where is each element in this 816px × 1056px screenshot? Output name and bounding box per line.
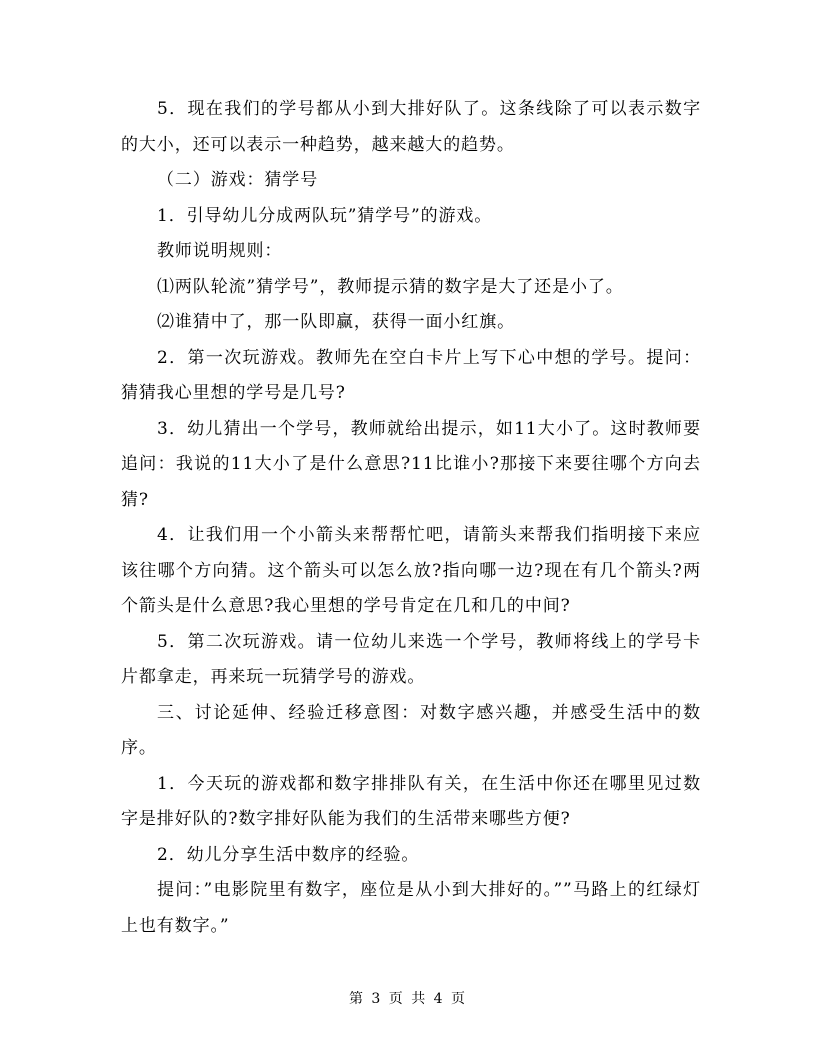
paragraph-discussion-1: 1．今天玩的游戏都和数字排排队有关，在生活中你还在哪里见过数字是排好队的?数字排好队能为我们的生活带来哪些方便? bbox=[121, 773, 701, 829]
paragraph-game-step-5: 5．第二次玩游戏。请一位幼儿来选一个学号，教师将线上的学号卡片都拿走，再来玩一玩猜学号的游戏。 bbox=[121, 631, 701, 687]
paragraph-point-5-number-line: 5．现在我们的学号都从小到大排好队了。这条线除了可以表示数字的大小，还可以表示一种趋势，越来越大的趋势。 bbox=[121, 99, 701, 155]
paragraph-game-step-1: 1．引导幼儿分成两队玩”猜学号”的游戏。 bbox=[157, 205, 493, 226]
paragraph-rule-1: ⑴两队轮流”猜学号”，教师提示猜的数字是大了还是小了。 bbox=[157, 276, 624, 297]
paragraph-discussion-2: 2．幼儿分享生活中数序的经验。 bbox=[157, 844, 420, 865]
section-heading-discussion: 三、讨论延伸、经验迁移意图：对数字感兴趣，并感受生活中的数序。 bbox=[121, 702, 701, 758]
document-body bbox=[121, 92, 701, 944]
paragraph-game-step-2: 2．第一次玩游戏。教师先在空白卡片上写下心中想的学号。提问：猜猜我心里想的学号是几号? bbox=[121, 347, 701, 403]
paragraph-rule-2: ⑵谁猜中了，那一队即赢，获得一面小红旗。 bbox=[157, 312, 515, 332]
paragraph-game-step-3: 3．幼儿猜出一个学号，教师就给出提示，如11大小了。这时教师要追问：我说的11大小了是什么意思?11比谁小?那接下来要往哪个方向去猜? bbox=[121, 418, 701, 510]
section-heading-game: （二）游戏：猜学号 bbox=[157, 170, 319, 190]
paragraph-discussion-question: 提问：”电影院里有数字，座位是从小到大排好的。””马路上的红绿灯上也有数字。” bbox=[121, 880, 701, 936]
paragraph-game-step-4: 4．让我们用一个小箭头来帮帮忙吧，请箭头来帮我们指明接下来应该往哪个方向猜。这个箭头可以怎么放?指向哪一边?现在有几个箭头?两个箭头是什么意思?我心里想的学号肯定在几和几的中间? bbox=[121, 525, 701, 616]
page-number-footer: 第 3 页 共 4 页 bbox=[348, 991, 468, 1007]
paragraph-rules-intro: 教师说明规则： bbox=[157, 241, 283, 261]
